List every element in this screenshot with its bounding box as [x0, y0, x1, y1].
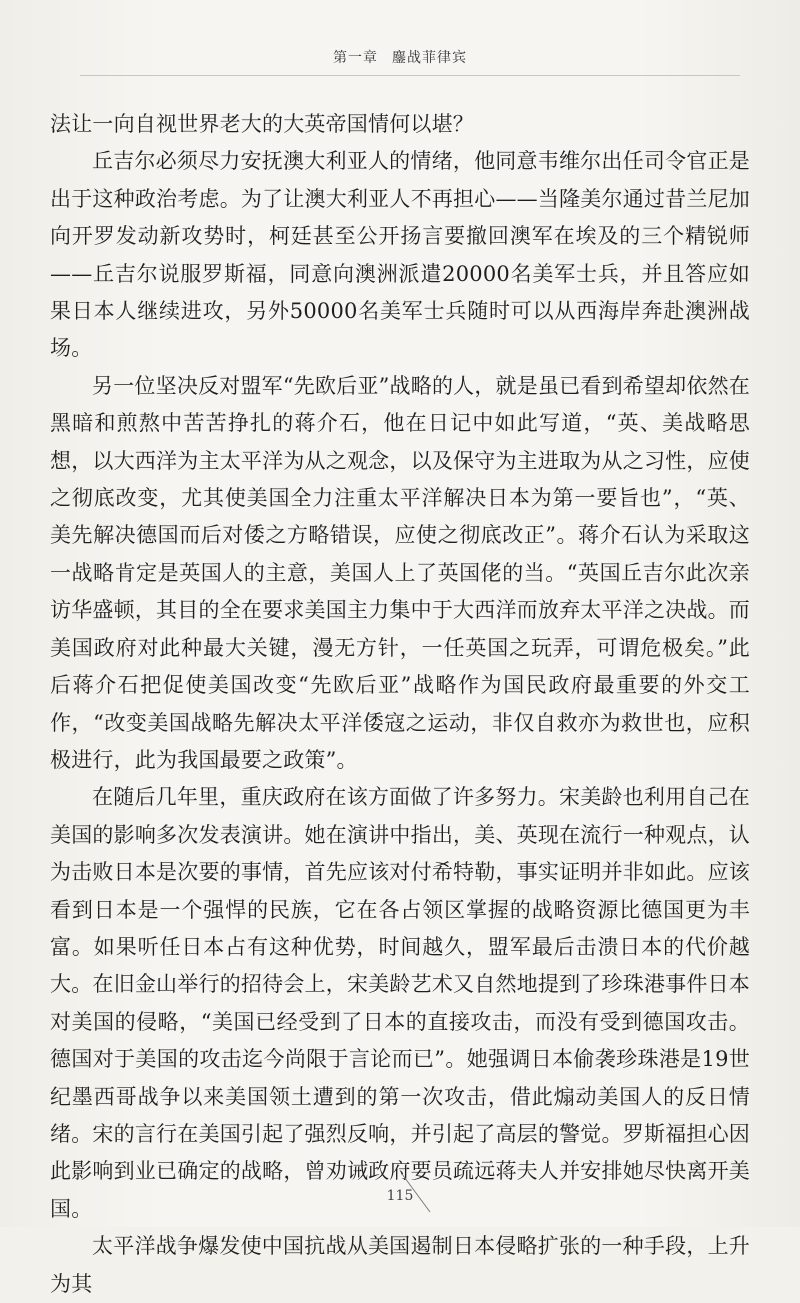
- body-text: [50, 106, 750, 1303]
- chapter-title: 鏖战菲律宾: [392, 50, 467, 66]
- paragraph: 另一位坚决反对盟军“先欧后亚”战略的人，就是虽已看到希望却依然在黑暗和煎熬中苦苦挣扎的蒋介石，他在日记中如此写道，“英、美战略思想，以大西洋为主太平洋为从之观念，以及保守为主进取为从之习性，应使之彻底改变，尤其使美国全力注重太平洋解决日本为第一要旨也”，“英、美先解决德国而后对倭之方略错误，应使之彻底改正”。蒋介石认为采取这一战略肯定是英国人的主意，美国人上了英国佬的当。“英国丘吉尔此次亲访华盛顿，其目的全在要求美国主力集中于大西洋而放弃太平洋之决战。而美国政府对此种最大关键，漫无方针，一任英国之玩弄，可谓危极矣。”此后蒋介石把促使美国改变“先欧后亚”战略作为国民政府最重要的外交工作，“改变美国战略先解决太平洋倭寇之运动，非仅自救亦为救世也，应积极进行，此为我国最要之政策”。: [50, 373, 750, 772]
- chapter-label: 第一章: [333, 50, 378, 66]
- paragraph: 丘吉尔必须尽力安抚澳大利亚人的情绪，他同意韦维尔出任司令官正是出于这种政治考虑。为了让澳大利亚人不再担心——当隆美尔通过昔兰尼加向开罗发动新攻势时，柯廷甚至公开扬言要撤回澳军在埃及的三个精锐师——丘吉尔说服罗斯福，同意向澳洲派遣20000名美军士兵，并且答应如果日本人继续进攻，另外50000名美军士兵随时可以从西海岸奔赴澳洲战场。: [50, 149, 750, 361]
- header-rule: [80, 75, 740, 76]
- paragraph: 太平洋战争爆发使中国抗战从美国遏制日本侵略扩张的一种手段，上升为其: [50, 1234, 750, 1296]
- running-header: [0, 47, 800, 67]
- page-number: 115: [386, 1188, 414, 1204]
- paragraph: 法让一向自视世界老大的大英帝国情何以堪？: [50, 112, 474, 136]
- paragraph: 在随后几年里，重庆政府在该方面做了许多努力。宋美龄也利用自己在美国的影响多次发表演讲。她在演讲中指出，美、英现在流行一种观点，认为击败日本是次要的事情，首先应该对付希特勒，事实证明并非如此。应该看到日本是一个强悍的民族，它在各占领区掌握的战略资源比德国更为丰富。如果听任日本占有这种优势，时间越久，盟军最后击溃日本的代价越大。在旧金山举行的招待会上，宋美龄艺术又自然地提到了珍珠港事件日本对美国的侵略，“美国已经受到了日本的直接攻击，而没有受到德国攻击。德国对于美国的攻击迄今尚限于言论而已”。她强调日本偷袭珍珠港是19世纪墨西哥战争以来美国领土遭到的第一次攻击，借此煽动美国人的反日情绪。宋的言行在美国引起了强烈反响，并引起了高层的警觉。罗斯福担心因此影响到业已确定的战略，曾劝诫政府要员疏远蒋夫人并安排她尽快离开美国。: [50, 785, 750, 1221]
